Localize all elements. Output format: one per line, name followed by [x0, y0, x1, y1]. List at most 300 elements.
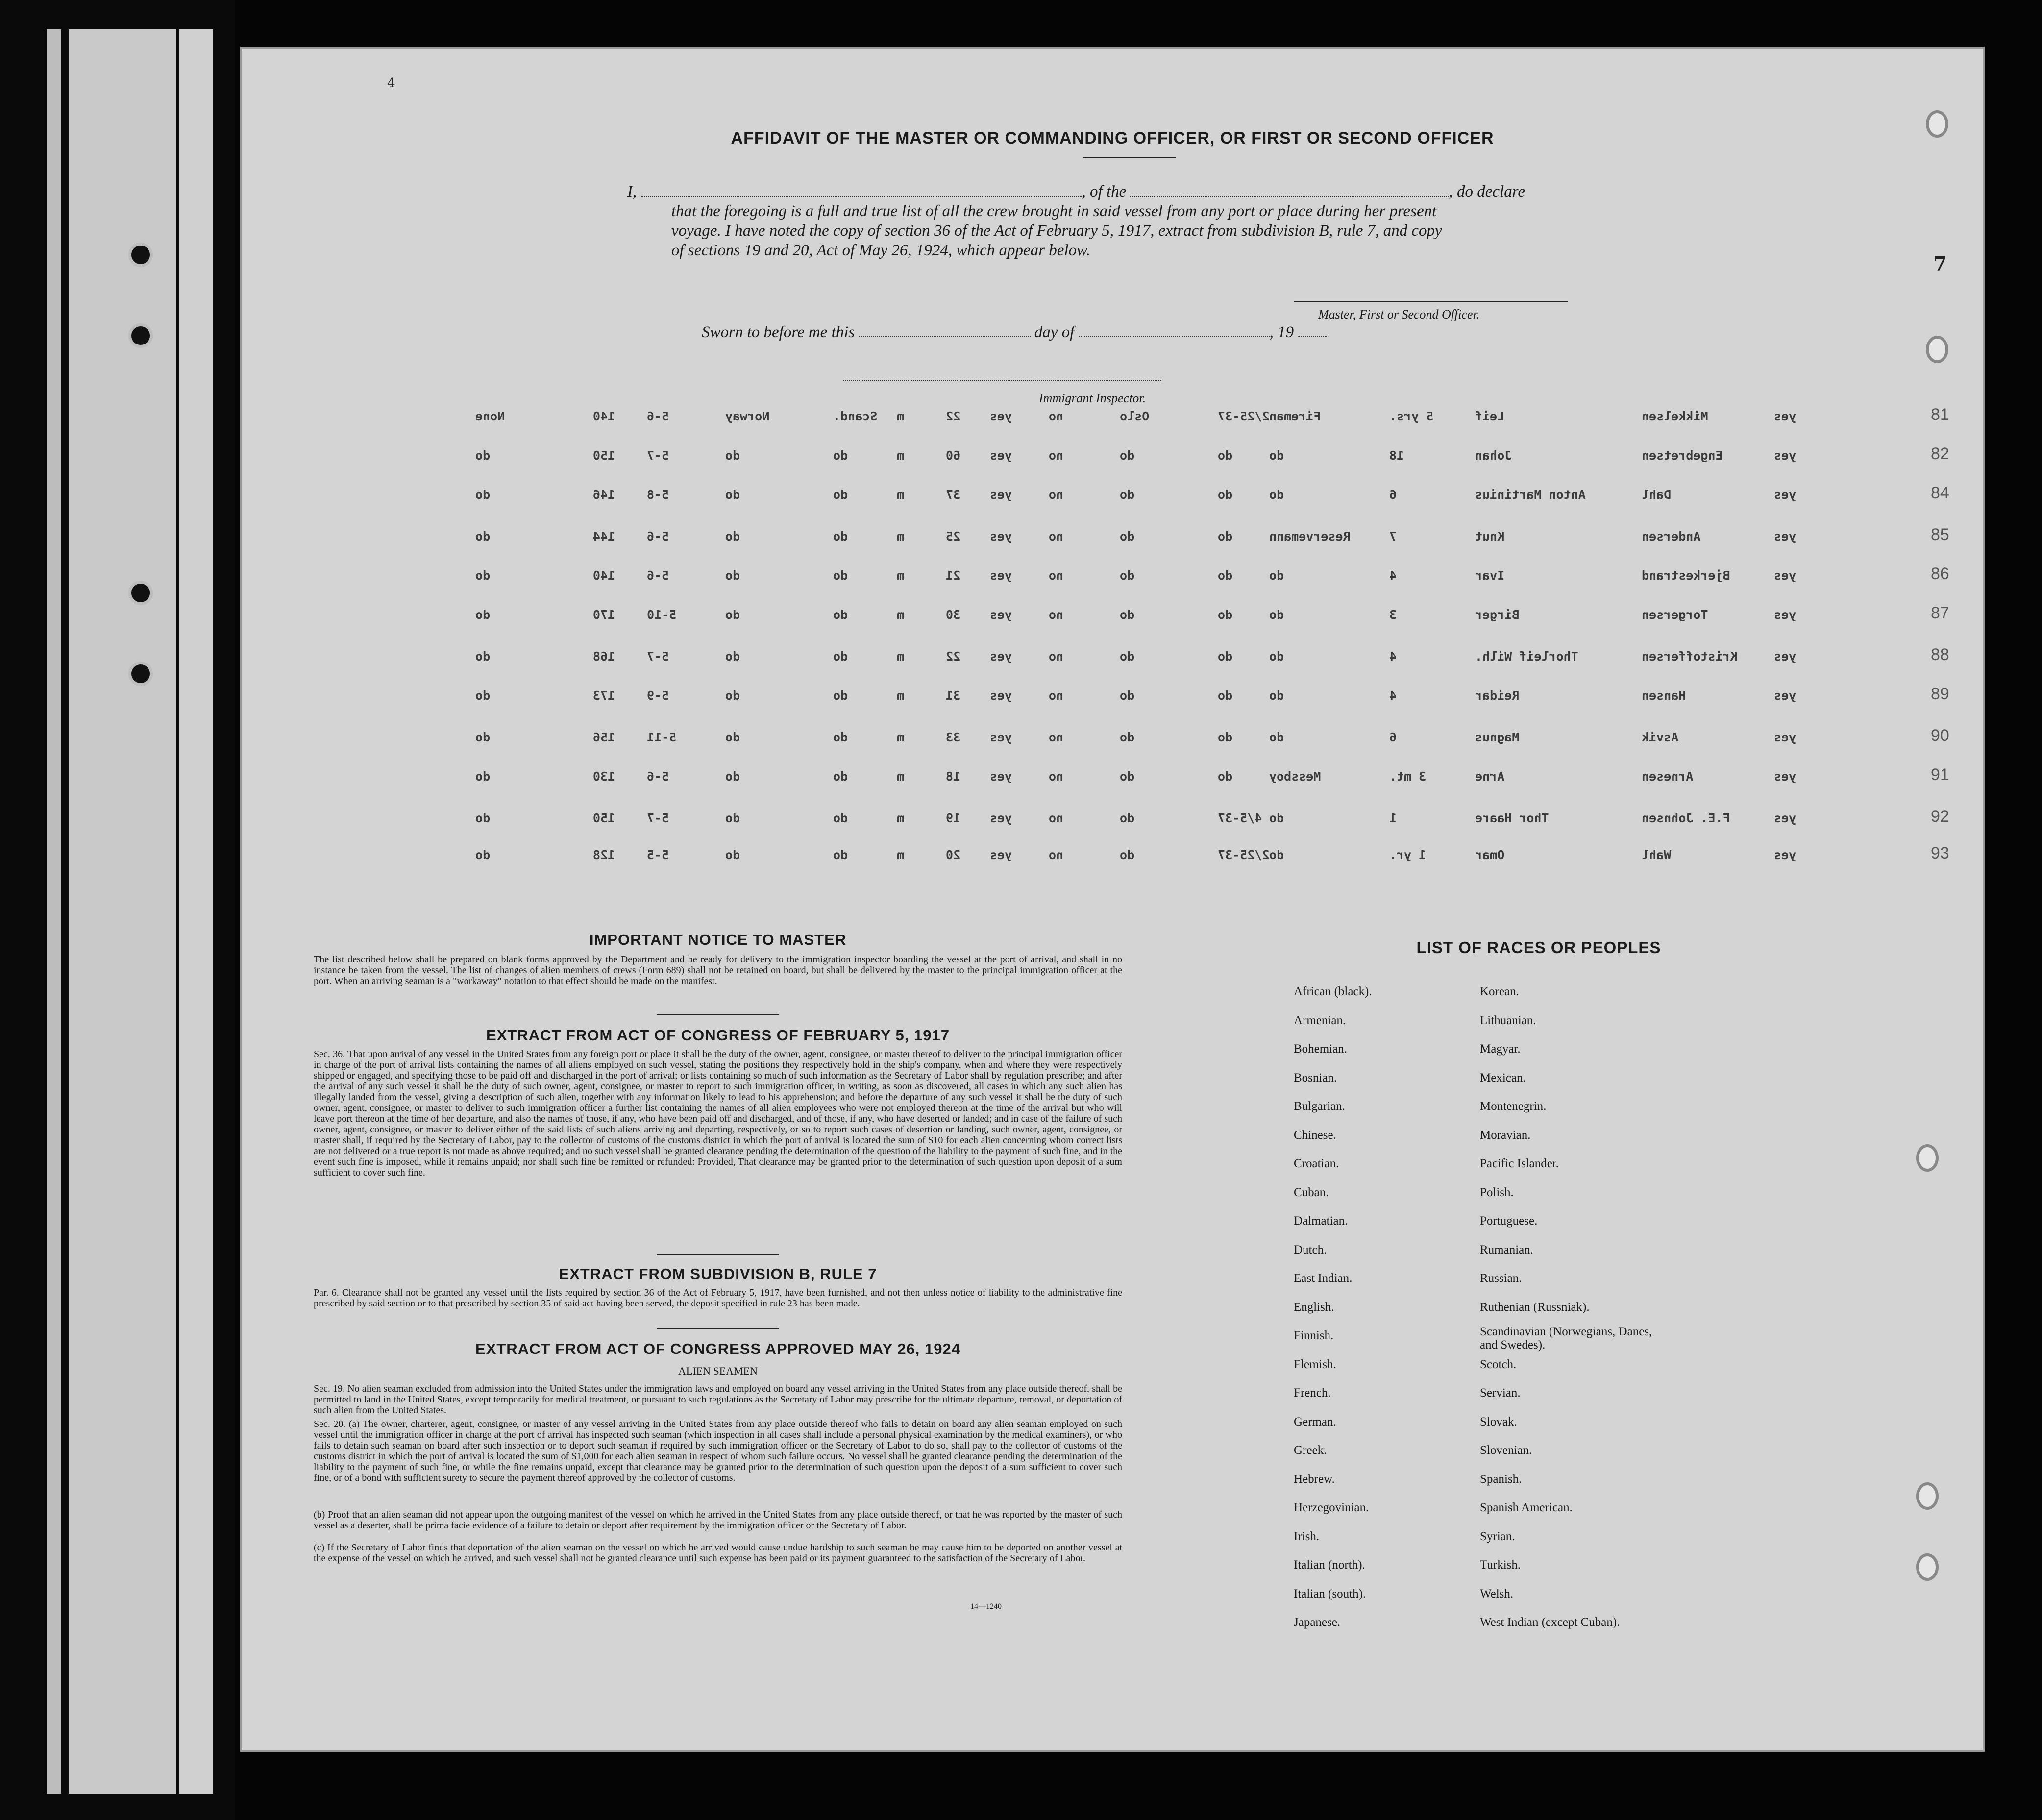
crew-cell-height: 5-9	[647, 689, 669, 703]
race-item: Servian.	[1480, 1386, 1521, 1400]
crew-cell-signed: yes	[1774, 529, 1796, 543]
crew-cell-weight: 150	[593, 811, 615, 825]
crew-cell-years: 3	[1389, 608, 1397, 622]
row-number: 84	[1931, 484, 1949, 502]
sworn-line	[702, 323, 1327, 342]
race-item: Herzegovinian.	[1294, 1501, 1369, 1514]
crew-cell-nationality: do	[725, 769, 740, 784]
crew-cell-flag2: yes	[990, 568, 1012, 583]
crew-cell-flag2: yes	[990, 409, 1012, 423]
row-number: 85	[1931, 525, 1949, 544]
crew-cell-signed: yes	[1774, 608, 1796, 622]
binder-edge	[0, 0, 235, 1820]
crew-cell-sex: m	[897, 649, 905, 664]
crew-cell-port: do	[1120, 649, 1135, 664]
race-item: Spanish.	[1480, 1472, 1522, 1486]
affidavit-line-3: voyage. I have noted the copy of section 36 of the Act of February 5, 1917, extract from subdivision B, rule 7, and copy	[671, 222, 1442, 240]
crew-cell-port: do	[1120, 608, 1135, 622]
crew-cell-sex: m	[897, 769, 905, 784]
crew-cell-height: 5-7	[647, 649, 669, 664]
sworn-day-field[interactable]	[859, 336, 1031, 337]
crew-cell-flag1: no	[1049, 730, 1064, 744]
affidavit-line-1	[627, 183, 1525, 201]
form-code: 14—1240	[970, 1602, 1002, 1611]
crew-cell-age: 20	[946, 848, 961, 862]
crew-cell-position: Reservemann	[1269, 529, 1351, 543]
crew-cell-date: 2/25-37	[1218, 409, 1270, 423]
race-item: Slovenian.	[1480, 1444, 1532, 1457]
crew-cell-marks: do	[475, 608, 491, 622]
crew-cell-height: 5-6	[647, 529, 669, 543]
crew-cell-name: Magnus	[1475, 730, 1520, 744]
crew-cell-marks: do	[475, 448, 491, 463]
crew-cell-nationality: do	[725, 730, 740, 744]
crew-cell-sex: m	[897, 811, 905, 825]
row-number: 88	[1931, 645, 1949, 664]
crew-cell-height: 5-8	[647, 488, 669, 502]
crew-cell-port: do	[1120, 811, 1135, 825]
page-number: 7	[1933, 252, 1947, 275]
affidavit-i: I,	[627, 183, 637, 200]
crew-cell-status: do	[833, 568, 848, 583]
crew-cell-date: 2/25-37	[1218, 848, 1270, 862]
punch-hole-icon	[128, 581, 153, 605]
row-number: 93	[1931, 844, 1949, 862]
crew-cell-flag1: no	[1049, 689, 1064, 703]
row-number: 89	[1931, 685, 1949, 703]
sworn-day-of: day of	[1034, 323, 1075, 341]
page-corner-mark: 4	[387, 76, 395, 91]
crew-cell-name: Reidar	[1475, 689, 1520, 703]
crew-cell-weight: 173	[593, 689, 615, 703]
row-number: 82	[1931, 444, 1949, 463]
crew-cell-flag2: yes	[990, 608, 1012, 622]
sworn-start: Sworn to before me this	[702, 323, 855, 341]
race-item: Lithuanian.	[1480, 1013, 1536, 1027]
crew-cell-signed: yes	[1774, 488, 1796, 502]
crew-cell-port: do	[1120, 848, 1135, 862]
crew-cell-sex: m	[897, 448, 905, 463]
crew-cell-weight: 168	[593, 649, 615, 664]
title-rule	[1083, 157, 1176, 158]
race-item: Syrian.	[1480, 1529, 1515, 1543]
race-item: Russian.	[1480, 1272, 1522, 1285]
crew-cell-years: 6	[1389, 730, 1397, 744]
crew-cell-marks: do	[475, 488, 491, 502]
crew-cell-signed: yes	[1774, 811, 1796, 825]
race-item: Hebrew.	[1294, 1472, 1335, 1486]
affidavit-declare: , do declare	[1449, 183, 1525, 200]
crew-cell-age: 33	[946, 730, 961, 744]
crew-cell-surname: Kristoffersen	[1642, 649, 1738, 664]
crew-cell-height: 5-5	[647, 848, 669, 862]
race-item: French.	[1294, 1386, 1331, 1400]
crew-cell-name: Anton Martinius	[1475, 488, 1586, 502]
crew-cell-port: do	[1120, 448, 1135, 463]
divider	[657, 1328, 779, 1329]
crew-cell-status: do	[833, 488, 848, 502]
crew-cell-flag1: no	[1049, 488, 1064, 502]
crew-cell-position: Fireman	[1269, 409, 1321, 423]
crew-cell-marks: do	[475, 730, 491, 744]
race-item: Montenegrin.	[1480, 1100, 1547, 1113]
crew-cell-age: 25	[946, 529, 961, 543]
crew-cell-name: Birger	[1475, 608, 1520, 622]
crew-cell-marks: do	[475, 769, 491, 784]
race-item: Italian (north).	[1294, 1558, 1365, 1572]
crew-cell-marks: do	[475, 848, 491, 862]
crew-cell-flag1: no	[1049, 529, 1064, 543]
crew-cell-years: 5 yrs.	[1389, 409, 1434, 423]
crew-cell-sex: m	[897, 488, 905, 502]
race-item: Japanese.	[1294, 1616, 1341, 1629]
signer-label: Master, First or Second Officer.	[1318, 307, 1480, 321]
row-number: 92	[1931, 807, 1949, 826]
crew-cell-status: do	[833, 689, 848, 703]
crew-cell-weight: 140	[593, 409, 615, 423]
crew-cell-weight: 150	[593, 448, 615, 463]
sworn-year-field[interactable]	[1298, 336, 1327, 337]
row-number: 81	[1931, 405, 1949, 424]
crew-cell-nationality: do	[725, 848, 740, 862]
crew-cell-name: Thor Haare	[1475, 811, 1549, 825]
sworn-year: , 19	[1269, 323, 1294, 341]
crew-cell-sex: m	[897, 568, 905, 583]
crew-cell-status: do	[833, 448, 848, 463]
crew-cell-years: 7	[1389, 529, 1397, 543]
inspector-label: Immigrant Inspector.	[1039, 391, 1146, 405]
crew-cell-signed: yes	[1774, 409, 1796, 423]
punch-hole-icon	[1916, 1144, 1939, 1172]
extract3-sec19: Sec. 19. No alien seaman excluded from admission into the United States under the immigration laws and employed on board any vessel arriving in the United States from any place outside thereof, shall be permitted to land in the United States, except temporarily for medical treatment, or pursuant to such regulations as the Secretary of Labor may prescribe for the ultimate departure, removal, or deportation of such alien from the United States.	[314, 1383, 1122, 1416]
crew-cell-nationality: Norway	[725, 409, 770, 423]
crew-cell-date: do	[1218, 529, 1233, 543]
crew-cell-date: 4/5-37	[1218, 811, 1262, 825]
crew-cell-port: do	[1120, 769, 1135, 784]
notice-body: The list described below shall be prepared on blank forms approved by the Department and be ready for delivery to the immigration inspector boarding the vessel at the port of arrival, and shall in no instance be taken from the vessel. The list of changes of alien members of crews (Form 689) shall not be retained on board, but shall be delivered by the master to the principal immigration officer at the port. When an arriving seaman is a "workaway" notation to that effect should be made on the manifest.	[314, 954, 1122, 986]
crew-cell-weight: 146	[593, 488, 615, 502]
crew-cell-nationality: do	[725, 608, 740, 622]
divider	[657, 1014, 779, 1015]
crew-cell-position: do	[1269, 848, 1284, 862]
race-item: Armenian.	[1294, 1013, 1346, 1027]
crew-cell-flag2: yes	[990, 689, 1012, 703]
crew-cell-signed: yes	[1774, 568, 1796, 583]
crew-cell-status: do	[833, 608, 848, 622]
affidavit-of-the: , of the	[1082, 183, 1127, 200]
crew-cell-sex: m	[897, 848, 905, 862]
race-item: Welsh.	[1480, 1587, 1514, 1600]
crew-cell-age: 31	[946, 689, 961, 703]
race-item: Rumanian.	[1480, 1243, 1534, 1256]
crew-cell-weight: 130	[593, 769, 615, 784]
race-item: East Indian.	[1294, 1272, 1353, 1285]
crew-cell-date: do	[1218, 488, 1233, 502]
crew-cell-name: Knut	[1475, 529, 1505, 543]
race-item: German.	[1294, 1415, 1336, 1428]
crew-cell-signed: yes	[1774, 689, 1796, 703]
crew-cell-marks: do	[475, 811, 491, 825]
crew-cell-weight: 170	[593, 608, 615, 622]
crew-cell-signed: yes	[1774, 649, 1796, 664]
crew-cell-marks: do	[475, 689, 491, 703]
crew-cell-date: do	[1218, 730, 1233, 744]
crew-cell-sex: m	[897, 409, 905, 423]
crew-cell-years: 4	[1389, 568, 1397, 583]
extract1-body: Sec. 36. That upon arrival of any vessel in the United States from any foreign port or place it shall be the duty of the owner, agent, consignee, or master thereof to deliver to the principal immigration officer in charge of the port of arrival lists containing the names of all aliens employed on such vessel, stating the positions they respectively hold in the ship's company, when and where they were respectively shipped or engaged, and specifying those to be paid off and discharged in the port of arrival; or lists containing so much of such information as the Secretary of Labor shall by regulation prescribe; and after the arrival of any such vessel it shall be the duty of such owner, agent, consignee, or master to report to such immigration officer, in writing, as soon as discovered, all cases in which any such alien has illegally landed from the vessel, giving a description of such alien, together with any information likely to lead to his apprehension; and before the departure of any such vessel it shall be the duty of such owner, agent, consignee, or master to deliver to such immigration officer a further list containing the names of all alien employees who were not employed thereon at the time of the arrival but who will leave port thereon at the time of her departure, and also the names of those, if any, who have been paid off and discharged, and of those, if any, who have deserted or landed; and in case of the failure of such owner, agent, consignee, or master to deliver either of the said lists of such aliens arriving and departing, respectively, or so to report such cases of desertion or landing, such owner, agent, consignee, or master shall, if required by the Secretary of Labor, pay to the collector of customs of the customs district in which the port of arrival is located the sum of $10 for each alien concerning whom correct lists are not delivered or a true report is not made as above required; and no such vessel shall be granted clearance pending the determination of the question of the liability to the payment of such fine, and in the event such fine is imposed, while it remains unpaid; nor shall such fine be remitted or refunded: Provided, That clearance may be granted prior to the determination of such question upon deposit of a sum sufficient to cover such fine.	[314, 1049, 1122, 1178]
row-number: 86	[1931, 565, 1949, 583]
crew-cell-position: Messboy	[1269, 769, 1321, 784]
crew-cell-age: 19	[946, 811, 961, 825]
race-item: Cuban.	[1294, 1185, 1329, 1199]
crew-cell-surname: Torgersen	[1642, 608, 1708, 622]
crew-cell-position: do	[1269, 811, 1284, 825]
crew-cell-nationality: do	[725, 811, 740, 825]
crew-cell-date: do	[1218, 448, 1233, 463]
crew-cell-signed: yes	[1774, 848, 1796, 862]
crew-cell-date: do	[1218, 608, 1233, 622]
race-item: Dalmatian.	[1294, 1214, 1348, 1228]
crew-cell-weight: 140	[593, 568, 615, 583]
race-item: Slovak.	[1480, 1415, 1517, 1428]
crew-cell-surname: F.E. Johnsen	[1642, 811, 1730, 825]
crew-cell-flag1: no	[1049, 448, 1064, 463]
signature-line[interactable]	[1294, 301, 1568, 302]
affidavit-title: AFFIDAVIT OF THE MASTER OR COMMANDING OFFICER, OR FIRST OR SECOND OFFICER	[731, 129, 1494, 148]
crew-cell-status: do	[833, 649, 848, 664]
crew-cell-name: Johan	[1475, 448, 1512, 463]
crew-cell-status: do	[833, 811, 848, 825]
crew-cell-date: do	[1218, 769, 1233, 784]
crew-cell-age: 21	[946, 568, 961, 583]
race-item: Bohemian.	[1294, 1042, 1348, 1056]
crew-cell-years: 1 yr.	[1389, 848, 1427, 862]
race-item: English.	[1294, 1300, 1334, 1314]
officer-name-field[interactable]	[641, 196, 1082, 197]
extract1-title: EXTRACT FROM ACT OF CONGRESS OF FEBRUARY 5, 1917	[486, 1027, 950, 1044]
crew-cell-position: do	[1269, 649, 1284, 664]
race-item: Croatian.	[1294, 1157, 1339, 1170]
crew-cell-port: do	[1120, 488, 1135, 502]
crew-cell-status: do	[833, 529, 848, 543]
crew-cell-flag1: no	[1049, 769, 1064, 784]
race-item: Turkish.	[1480, 1558, 1521, 1572]
crew-cell-surname: Bjerkestrand	[1642, 568, 1730, 583]
race-item: Moravian.	[1480, 1128, 1531, 1142]
crew-cell-years: 1	[1389, 811, 1397, 825]
notice-title: IMPORTANT NOTICE TO MASTER	[589, 931, 847, 948]
crew-cell-weight: 128	[593, 848, 615, 862]
crew-cell-age: 18	[946, 769, 961, 784]
crew-cell-years: 4	[1389, 689, 1397, 703]
extract3-subtitle: ALIEN SEAMEN	[678, 1365, 758, 1377]
crew-cell-marks: do	[475, 529, 491, 543]
race-item: Ruthenian (Russniak).	[1480, 1300, 1590, 1314]
row-number: 87	[1931, 604, 1949, 622]
crew-cell-marks: do	[475, 649, 491, 664]
crew-cell-nationality: do	[725, 529, 740, 543]
crew-cell-weight: 156	[593, 730, 615, 744]
sworn-month-field[interactable]	[1079, 336, 1270, 337]
race-item: African (black).	[1294, 985, 1372, 998]
extract3-title: EXTRACT FROM ACT OF CONGRESS APPROVED MAY 26, 1924	[475, 1340, 960, 1357]
crew-cell-surname: Asvik	[1642, 730, 1679, 744]
crew-cell-years: 3 mt.	[1389, 769, 1427, 784]
crew-cell-years: 6	[1389, 488, 1397, 502]
crew-cell-flag2: yes	[990, 811, 1012, 825]
race-item: Scotch.	[1480, 1357, 1517, 1371]
crew-cell-flag1: no	[1049, 811, 1064, 825]
affidavit-line-2: that the foregoing is a full and true list of all the crew brought in said vessel from any port or place during her present	[671, 202, 1437, 220]
crew-cell-nationality: do	[725, 689, 740, 703]
crew-cell-name: Arne	[1475, 769, 1505, 784]
crew-cell-signed: yes	[1774, 769, 1796, 784]
crew-cell-years: 18	[1389, 448, 1404, 463]
crew-cell-position: do	[1269, 730, 1284, 744]
crew-cell-flag1: no	[1049, 649, 1064, 664]
crew-cell-nationality: do	[725, 488, 740, 502]
crew-cell-height: 5-6	[647, 769, 669, 784]
race-item: Portuguese.	[1480, 1214, 1538, 1228]
race-item: Bulgarian.	[1294, 1100, 1345, 1113]
crew-cell-surname: Arnesen	[1642, 769, 1694, 784]
race-item: Spanish American.	[1480, 1501, 1573, 1514]
crew-cell-height: 5-6	[647, 568, 669, 583]
extract3-sec20a: Sec. 20. (a) The owner, charterer, agent, consignee, or master of any vessel arriving in the United States from any place outside thereof who fails to detain on board any alien seaman employed on such vessel until the immigration officer in charge at the port of arrival has inspected such seaman (which inspection in all cases shall include a personal physical examination by the medical examiners), or who fails to detain such seaman on board after such inspection or to deport such seaman if required by such immigration officer or the Secretary of Labor to do so, shall pay to the collector of customs of the customs district in which the port of arrival is located the sum of $1,000 for each alien seaman in respect of whom such failure occurs. No vessel shall be granted clearance pending the determination of the liability to the payment of such fine, or while the fine remains unpaid, except that clearance may be granted prior to the determination of such question upon the deposit of a sum sufficient to cover such fine, or of a bond with sufficient surety to secure the payment thereof approved by the collector of customs.	[314, 1419, 1122, 1483]
crew-cell-name: Omar	[1475, 848, 1505, 862]
crew-cell-position: do	[1269, 689, 1284, 703]
crew-cell-sex: m	[897, 529, 905, 543]
crew-cell-status: do	[833, 848, 848, 862]
extract3-sec20b: (b) Proof that an alien seaman did not appear upon the outgoing manifest of the vessel on which he arrived in the United States from any place outside thereof, or that he was reported by the master of such vessel as a deserter, shall be prima facie evidence of a failure to detain or deport after requirement by the immigration officer or the Secretary of Labor.	[314, 1509, 1122, 1531]
race-item: Pacific Islander.	[1480, 1157, 1559, 1170]
crew-cell-port: do	[1120, 568, 1135, 583]
crew-cell-weight: 144	[593, 529, 615, 543]
punch-hole-icon	[1916, 1553, 1939, 1581]
crew-cell-years: 4	[1389, 649, 1397, 664]
crew-cell-height: 5-6	[647, 409, 669, 423]
crew-cell-name: Ivar	[1475, 568, 1505, 583]
races-title: LIST OF RACES OR PEOPLES	[1416, 938, 1661, 957]
divider	[657, 1254, 779, 1255]
binder-strip	[179, 29, 213, 1794]
race-item: West Indian (except Cuban).	[1480, 1616, 1620, 1629]
crew-cell-flag2: yes	[990, 488, 1012, 502]
crew-cell-flag1: no	[1049, 608, 1064, 622]
crew-cell-nationality: do	[725, 568, 740, 583]
race-item: Mexican.	[1480, 1071, 1526, 1084]
crew-cell-surname: Wahl	[1642, 848, 1672, 862]
crew-cell-name: Leif	[1475, 409, 1505, 423]
race-item: Polish.	[1480, 1185, 1514, 1199]
crew-cell-status: do	[833, 730, 848, 744]
crew-cell-nationality: do	[725, 649, 740, 664]
crew-cell-height: 5-10	[647, 608, 677, 622]
crew-cell-age: 30	[946, 608, 961, 622]
crew-cell-surname: Andersen	[1642, 529, 1701, 543]
crew-cell-status: do	[833, 769, 848, 784]
crew-cell-name: Thorleif Wilh.	[1475, 649, 1578, 664]
crew-cell-flag1: no	[1049, 848, 1064, 862]
manifest-page	[240, 47, 1985, 1752]
crew-cell-height: 5-7	[647, 448, 669, 463]
binder-strip	[69, 29, 176, 1794]
crew-cell-sex: m	[897, 608, 905, 622]
crew-cell-position: do	[1269, 448, 1284, 463]
crew-cell-position: do	[1269, 568, 1284, 583]
extract2-body: Par. 6. Clearance shall not be granted any vessel until the lists required by section 36 of the Act of February 5, 1917, have been furnished, and not then unless notice of liability to the administrative fine prescribed by said section or to that prescribed by section 35 of said act having been served, the deposit specified in rule 23 has been made.	[314, 1287, 1122, 1309]
punch-hole-icon	[128, 243, 153, 267]
race-item: Irish.	[1294, 1529, 1320, 1543]
race-item: Magyar.	[1480, 1042, 1521, 1056]
crew-cell-port: do	[1120, 689, 1135, 703]
punch-hole-icon	[1926, 336, 1948, 363]
row-number: 90	[1931, 726, 1949, 745]
crew-cell-surname: Engebretsen	[1642, 448, 1723, 463]
crew-cell-flag2: yes	[990, 448, 1012, 463]
punch-hole-icon	[128, 662, 153, 686]
race-item: Bosnian.	[1294, 1071, 1337, 1084]
crew-cell-surname: Hansen	[1642, 689, 1686, 703]
crew-cell-port: Oslo	[1120, 409, 1150, 423]
crew-cell-date: do	[1218, 568, 1233, 583]
race-item: Italian (south).	[1294, 1587, 1366, 1600]
crew-cell-port: do	[1120, 529, 1135, 543]
vessel-name-field[interactable]	[1130, 196, 1449, 197]
race-item: Chinese.	[1294, 1128, 1336, 1142]
crew-cell-flag2: yes	[990, 769, 1012, 784]
punch-hole-icon	[128, 323, 153, 348]
crew-cell-flag2: yes	[990, 848, 1012, 862]
crew-cell-port: do	[1120, 730, 1135, 744]
binder-strip	[47, 29, 61, 1794]
crew-cell-status: Scand.	[833, 409, 878, 423]
crew-cell-flag2: yes	[990, 529, 1012, 543]
crew-cell-marks: do	[475, 568, 491, 583]
race-item: Dutch.	[1294, 1243, 1327, 1256]
crew-cell-age: 60	[946, 448, 961, 463]
crew-cell-flag1: no	[1049, 409, 1064, 423]
crew-cell-surname: Mikkelsen	[1642, 409, 1708, 423]
crew-cell-position: do	[1269, 488, 1284, 502]
crew-cell-signed: yes	[1774, 448, 1796, 463]
crew-cell-age: 22	[946, 409, 961, 423]
crew-cell-sex: m	[897, 689, 905, 703]
crew-cell-flag2: yes	[990, 649, 1012, 664]
inspector-signature-line[interactable]	[843, 380, 1161, 381]
crew-cell-height: 5-7	[647, 811, 669, 825]
crew-cell-date: do	[1218, 649, 1233, 664]
race-item: Scandinavian (Norwegians, Danes, and Swedes).	[1480, 1325, 1652, 1352]
row-number: 91	[1931, 765, 1949, 784]
crew-cell-surname: Dahl	[1642, 488, 1672, 502]
crew-cell-signed: yes	[1774, 730, 1796, 744]
race-item: Korean.	[1480, 985, 1519, 998]
extract2-title: EXTRACT FROM SUBDIVISION B, RULE 7	[559, 1265, 877, 1282]
race-item: Flemish.	[1294, 1357, 1336, 1371]
crew-cell-marks: None	[475, 409, 505, 423]
extract3-sec20c: (c) If the Secretary of Labor finds that deportation of the alien seaman on the vessel on which he arrived would cause undue hardship to such seaman he may cause him to be deported on another vessel at the expense of the vessel on which he arrived, and such vessel shall not be granted clearance until such expense has been paid or its payment guaranteed to the satisfaction of the Secretary of Labor.	[314, 1542, 1122, 1564]
race-item: Finnish.	[1294, 1329, 1334, 1342]
crew-cell-position: do	[1269, 608, 1284, 622]
crew-cell-age: 37	[946, 488, 961, 502]
crew-cell-nationality: do	[725, 448, 740, 463]
crew-cell-sex: m	[897, 730, 905, 744]
race-item: Greek.	[1294, 1444, 1327, 1457]
crew-cell-age: 22	[946, 649, 961, 664]
affidavit-line-4: of sections 19 and 20, Act of May 26, 1924, which appear below.	[671, 242, 1090, 259]
crew-cell-flag1: no	[1049, 568, 1064, 583]
